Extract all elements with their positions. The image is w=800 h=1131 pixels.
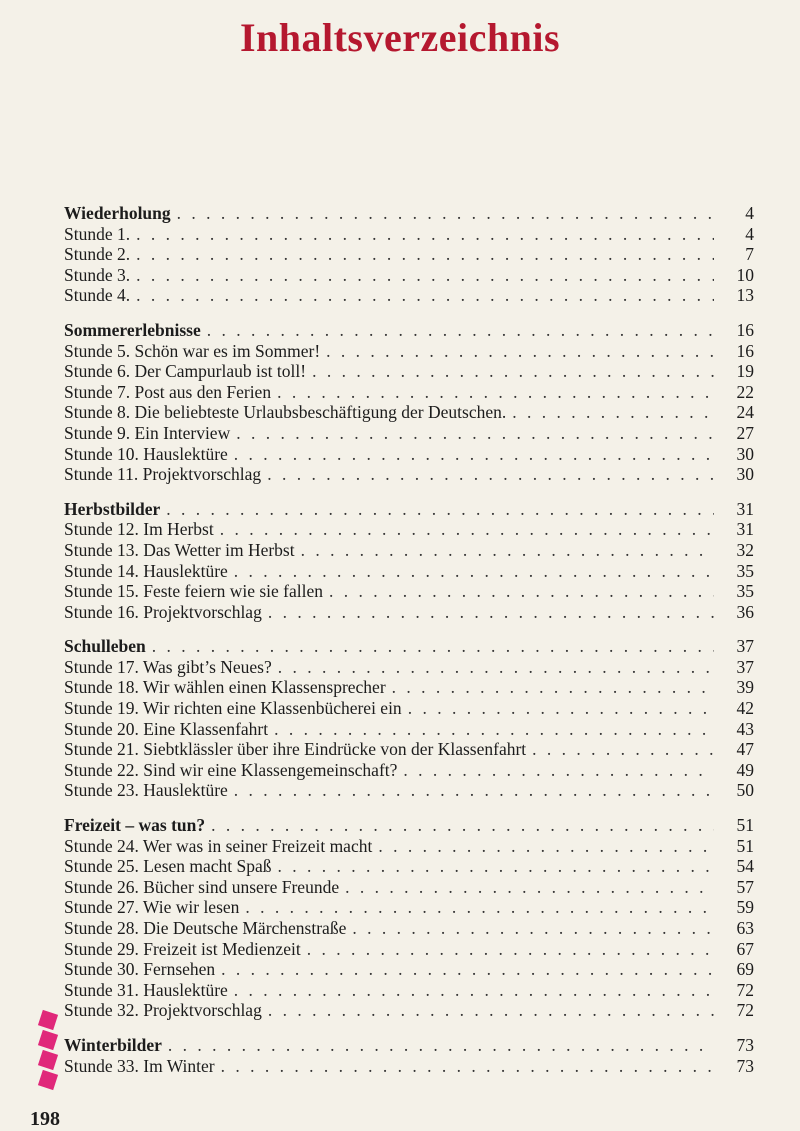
toc-section-heading[interactable] <box>64 320 754 341</box>
leader-dots <box>307 939 714 960</box>
margin-marker-icon <box>38 1030 58 1050</box>
toc-entry[interactable] <box>64 698 754 719</box>
page-ref: 27 <box>736 422 754 443</box>
leader-dots <box>268 1000 714 1021</box>
toc-section-heading[interactable] <box>64 636 754 657</box>
entry-label: Stunde 8. Die beliebteste Urlaubsbeschäftigung der Deutschen. <box>64 402 507 423</box>
margin-marker-icon <box>38 1070 58 1090</box>
entry-label: Stunde 26. Bücher sind unsere Freunde <box>64 876 340 897</box>
page-ref: 51 <box>736 815 754 836</box>
toc-section-heading[interactable] <box>64 203 754 224</box>
page-ref: 22 <box>736 381 754 402</box>
entry-label: Stunde 3. <box>64 264 131 285</box>
leader-dots <box>236 423 714 444</box>
page-ref: 4 <box>745 223 754 244</box>
toc-entry[interactable] <box>64 856 754 877</box>
page-ref: 72 <box>736 1000 754 1021</box>
toc-entry[interactable] <box>64 980 754 1001</box>
toc-entry[interactable] <box>64 877 754 898</box>
toc-entry[interactable] <box>64 244 754 265</box>
entry-label: Stunde 19. Wir richten eine Klassenbücherei ein <box>64 698 402 719</box>
page-ref: 35 <box>736 581 754 602</box>
entry-label: Stunde 2. <box>64 244 131 265</box>
entry-label: Stunde 32. Projektvorschlag <box>64 1000 262 1021</box>
page-ref: 32 <box>736 539 754 560</box>
toc-section-herbstbilder <box>64 499 754 623</box>
section-heading-label: Sommererlebnisse <box>64 319 201 340</box>
leader-dots <box>277 382 714 403</box>
toc-entry[interactable] <box>64 1000 754 1021</box>
page-ref: 63 <box>736 918 754 938</box>
page-ref: 47 <box>736 739 754 760</box>
leader-dots <box>136 244 714 265</box>
page-ref: 13 <box>736 285 754 306</box>
leader-dots <box>278 657 714 678</box>
entry-label: Stunde 7. Post aus den Ferien <box>64 381 272 402</box>
toc-entry[interactable] <box>64 341 754 362</box>
leader-dots <box>392 677 714 698</box>
page-ref: 49 <box>736 759 754 780</box>
toc-section-schulleben <box>64 636 754 801</box>
toc-entry[interactable] <box>64 402 754 423</box>
entry-label: Stunde 31. Hauslektüre <box>64 979 228 1000</box>
leader-dots <box>136 285 714 306</box>
entry-label: Stunde 30. Fernsehen <box>64 959 216 980</box>
section-heading-label: Winterbilder <box>64 1034 162 1055</box>
table-of-contents <box>64 203 754 1090</box>
page-ref: 59 <box>736 897 754 918</box>
toc-section-heading[interactable] <box>64 499 754 520</box>
leader-dots <box>512 402 714 423</box>
toc-entry[interactable] <box>64 918 754 939</box>
toc-entry[interactable] <box>64 760 754 781</box>
toc-entry[interactable] <box>64 519 754 540</box>
entry-label: Stunde 5. Schön war es im Sommer! <box>64 340 321 361</box>
toc-entry[interactable] <box>64 561 754 582</box>
page-ref: 31 <box>736 498 754 519</box>
entry-label: Stunde 33. Im Winter <box>64 1055 215 1076</box>
toc-entry[interactable] <box>64 959 754 980</box>
leader-dots <box>221 1056 714 1077</box>
section-heading-label: Wiederholung <box>64 203 171 223</box>
section-heading-label: Herbstbilder <box>64 498 161 519</box>
leader-dots <box>245 897 714 918</box>
page-ref: 73 <box>736 1055 754 1076</box>
page-ref: 57 <box>736 876 754 897</box>
page-ref: 37 <box>736 656 754 677</box>
toc-entry[interactable] <box>64 224 754 245</box>
entry-label: Stunde 10. Hauslektüre <box>64 443 228 464</box>
page-ref: 42 <box>736 698 754 719</box>
toc-entry[interactable] <box>64 382 754 403</box>
page-ref: 54 <box>736 856 754 877</box>
entry-label: Stunde 22. Sind wir eine Klassengemeinschaft? <box>64 759 398 780</box>
toc-entry[interactable] <box>64 677 754 698</box>
toc-entry[interactable] <box>64 285 754 306</box>
page-ref: 39 <box>736 677 754 698</box>
section-heading-label: Freizeit – was tun? <box>64 815 206 836</box>
page-ref: 72 <box>736 979 754 1000</box>
toc-section-sommererlebnisse <box>64 320 754 485</box>
leader-dots <box>168 1035 714 1056</box>
page-ref: 51 <box>736 835 754 856</box>
toc-entry[interactable] <box>64 464 754 485</box>
page-ref: 73 <box>736 1034 754 1055</box>
page-ref: 31 <box>736 519 754 540</box>
toc-entry[interactable] <box>64 939 754 960</box>
leader-dots <box>278 856 714 877</box>
toc-section-winterbilder <box>64 1035 754 1076</box>
leader-dots <box>345 877 714 898</box>
page-ref: 43 <box>736 718 754 739</box>
toc-entry[interactable] <box>64 444 754 465</box>
leader-dots <box>234 980 714 1001</box>
leader-dots <box>532 739 714 760</box>
leader-dots <box>268 602 714 623</box>
leader-dots <box>403 760 714 781</box>
toc-section-heading[interactable] <box>64 815 754 836</box>
leader-dots <box>152 636 714 657</box>
entry-label: Stunde 24. Wer was in seiner Freizeit macht <box>64 835 373 856</box>
entry-label: Stunde 29. Freizeit ist Medienzeit <box>64 938 301 959</box>
toc-entry[interactable] <box>64 657 754 678</box>
leader-dots <box>166 499 714 520</box>
entry-label: Stunde 15. Feste feiern wie sie fallen <box>64 581 324 602</box>
entry-label: Stunde 4. <box>64 285 131 306</box>
entry-label: Stunde 9. Ein Interview <box>64 422 231 443</box>
toc-entry[interactable] <box>64 836 754 857</box>
page-ref: 4 <box>745 203 754 223</box>
leader-dots <box>136 265 714 286</box>
toc-section-wiederholung <box>64 203 754 306</box>
leader-dots <box>408 698 714 719</box>
page-ref: 67 <box>736 938 754 959</box>
leader-dots <box>177 203 714 224</box>
entry-label: Stunde 18. Wir wählen einen Klassensprecher <box>64 677 386 698</box>
leader-dots <box>211 815 714 836</box>
page-ref: 16 <box>736 319 754 340</box>
page-ref: 19 <box>736 361 754 382</box>
page-ref: 24 <box>736 402 754 423</box>
toc-entry[interactable] <box>64 739 754 760</box>
leader-dots <box>312 361 714 382</box>
leader-dots <box>234 444 714 465</box>
leader-dots <box>234 561 714 582</box>
page-ref: 37 <box>736 636 754 657</box>
leader-dots <box>221 959 714 980</box>
toc-entry[interactable] <box>64 780 754 801</box>
entry-label: Stunde 13. Das Wetter im Herbst <box>64 539 295 560</box>
leader-dots <box>352 918 714 939</box>
entry-label: Stunde 20. Eine Klassenfahrt <box>64 718 269 739</box>
toc-entry[interactable] <box>64 423 754 444</box>
toc-entry[interactable] <box>64 361 754 382</box>
entry-label: Stunde 25. Lesen macht Spaß <box>64 856 272 877</box>
entry-label: Stunde 21. Siebtklässler über ihre Eindrücke von der Klassenfahrt <box>64 739 527 760</box>
section-heading-label: Schulleben <box>64 636 146 657</box>
margin-marker-icon <box>38 1050 58 1070</box>
leader-dots <box>326 341 714 362</box>
leader-dots <box>220 519 714 540</box>
toc-entry[interactable] <box>64 897 754 918</box>
entry-label: Stunde 23. Hauslektüre <box>64 780 228 801</box>
leader-dots <box>267 464 714 485</box>
leader-dots <box>207 320 714 341</box>
entry-label: Stunde 16. Projektvorschlag <box>64 601 262 622</box>
page-ref: 10 <box>736 264 754 285</box>
entry-label: Stunde 17. Was gibt’s Neues? <box>64 656 272 677</box>
toc-entry[interactable] <box>64 265 754 286</box>
page-ref: 7 <box>745 244 754 265</box>
entry-label: Stunde 1. <box>64 223 131 244</box>
toc-section-freizeit <box>64 815 754 1021</box>
page-ref: 30 <box>736 464 754 485</box>
toc-entry[interactable] <box>64 1056 754 1077</box>
toc-entry[interactable] <box>64 581 754 602</box>
leader-dots <box>301 540 714 561</box>
entry-label: Stunde 27. Wie wir lesen <box>64 897 240 918</box>
leader-dots <box>234 780 714 801</box>
toc-entry[interactable] <box>64 602 754 623</box>
toc-entry[interactable] <box>64 719 754 740</box>
leader-dots <box>136 224 714 245</box>
page-ref: 69 <box>736 959 754 980</box>
toc-entry[interactable] <box>64 540 754 561</box>
page-ref: 16 <box>736 340 754 361</box>
page-ref: 36 <box>736 601 754 622</box>
entry-label: Stunde 14. Hauslektüre <box>64 560 228 581</box>
entry-label: Stunde 11. Projektvorschlag <box>64 464 262 485</box>
leader-dots <box>274 719 714 740</box>
leader-dots <box>378 836 714 857</box>
margin-marker-icon <box>38 1010 58 1030</box>
page-ref: 50 <box>736 780 754 801</box>
leader-dots <box>329 581 714 602</box>
entry-label: Stunde 28. Die Deutsche Märchenstraße <box>64 918 347 938</box>
page-ref: 30 <box>736 443 754 464</box>
toc-section-heading[interactable] <box>64 1035 754 1056</box>
page-number: 198 <box>30 1108 60 1130</box>
page-ref: 35 <box>736 560 754 581</box>
page-title: Inhaltsverzeichnis <box>239 15 561 60</box>
entry-label: Stunde 6. Der Campurlaub ist toll! <box>64 361 307 382</box>
entry-label: Stunde 12. Im Herbst <box>64 519 214 540</box>
